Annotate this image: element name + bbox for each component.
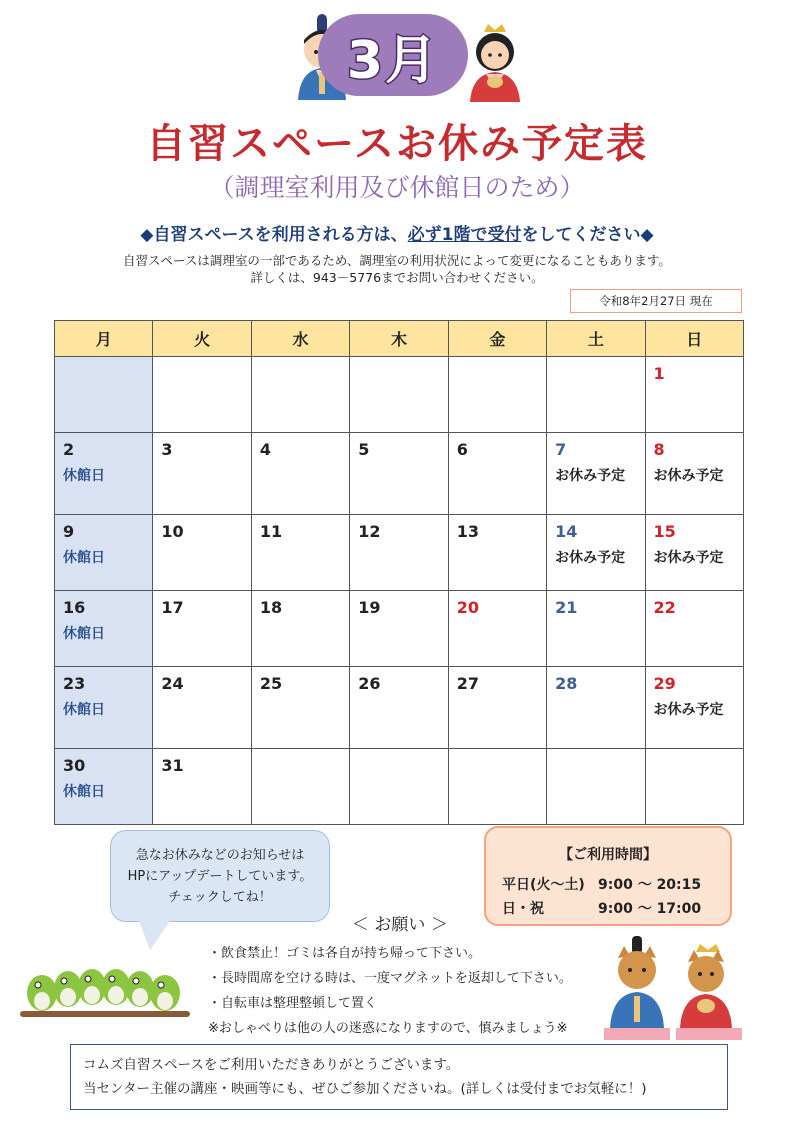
calendar-day-cell — [645, 357, 743, 433]
weekday-header: 水 — [251, 321, 349, 357]
reception-notice — [0, 220, 794, 245]
day-number: 6 — [456, 440, 468, 459]
info-line-1: 自習スペースは調理室の一部であるため、調理室の利用状況によって変更になることもあります。 — [123, 253, 671, 268]
closed-day-note: 休館日 — [63, 550, 105, 566]
cat-hina-dolls-illustration — [604, 936, 744, 1040]
day-number: 20 — [456, 598, 479, 617]
rule-item: ・飲食禁止！ゴミは各自が持ち帰って下さい。 — [208, 946, 482, 961]
day-number: 17 — [161, 598, 184, 617]
calendar-table — [54, 320, 744, 825]
calendar-day-cell — [547, 433, 645, 515]
calendar-day-cell — [251, 357, 349, 433]
calendar-day-cell — [153, 433, 251, 515]
calendar-day-cell — [55, 667, 153, 749]
day-number: 10 — [161, 522, 184, 541]
day-number: 2 — [63, 440, 75, 459]
calendar-day-cell — [547, 515, 645, 591]
footer-line-1: コムズ自習スペースをご利用いただきありがとうございます。 — [83, 1057, 460, 1073]
weekday-header-row — [55, 321, 744, 357]
holiday-label: 日・祝 — [502, 901, 544, 917]
speech-bubble-tail — [138, 918, 172, 950]
calendar-day-cell — [350, 591, 448, 667]
calendar-day-cell — [251, 749, 349, 825]
month-label: 3月 — [346, 30, 440, 91]
calendar-day-cell — [547, 591, 645, 667]
weekday-header: 火 — [153, 321, 251, 357]
day-number: 14 — [555, 522, 578, 541]
weekday-header: 土 — [547, 321, 645, 357]
weekday-hours: 9:00 ～ 20:15 — [598, 877, 702, 893]
calendar-day-cell — [350, 515, 448, 591]
bubble-line-3: チェックしてね！ — [168, 890, 272, 905]
calendar-day-cell — [55, 357, 153, 433]
rule-item: ・自転車は整理整頓して置く — [208, 996, 378, 1011]
calendar-week-row — [55, 749, 744, 825]
calendar-week-row — [55, 433, 744, 515]
closure-note: お休み予定 — [653, 468, 724, 484]
day-number: 27 — [456, 674, 479, 693]
day-number: 3 — [161, 440, 173, 459]
day-number: 18 — [259, 598, 283, 617]
calendar-day-cell — [153, 515, 251, 591]
notice-text-before: ◆自習スペースを利用される方は、 — [140, 225, 408, 245]
hours-title: 【ご利用時間】 — [559, 847, 657, 863]
day-number: 9 — [63, 522, 75, 541]
footer-line-2: 当センター主催の講座・映画等にも、ぜひご参加くださいね。(詳しくは受付までお気軽に！) — [83, 1081, 647, 1097]
page-subtitle: （調理室利用及び休館日のため） — [209, 173, 585, 202]
ohina-sama-doll-icon — [464, 22, 526, 102]
day-number: 22 — [653, 598, 676, 617]
rule-item: ※おしゃべりは他の人の迷惑になりますので、慎みましょう※ — [208, 1021, 568, 1036]
calendar-day-cell — [645, 433, 743, 515]
calendar-day-cell — [153, 357, 251, 433]
calendar-day-cell — [645, 591, 743, 667]
weekday-header: 月 — [55, 321, 153, 357]
calendar-day-cell — [350, 667, 448, 749]
day-number: 11 — [259, 522, 283, 541]
request-title: ＜ お願い ＞ — [352, 915, 448, 935]
calendar-day-cell — [448, 357, 546, 433]
calendar-day-cell — [55, 591, 153, 667]
calendar-week-row — [55, 357, 744, 433]
calendar-day-cell — [448, 749, 546, 825]
closure-note: お休み予定 — [653, 550, 724, 566]
calendar-day-cell — [350, 433, 448, 515]
weekday-header: 日 — [645, 321, 743, 357]
day-number: 25 — [259, 674, 283, 693]
notice-text-underlined: 必ず1階で受付 — [407, 225, 522, 245]
holiday-hours: 9:00 ～ 17:00 — [598, 901, 702, 917]
rule-item: ・長時間席を空ける時は、一度マグネットを返却して下さい。 — [208, 971, 572, 986]
calendar-day-cell — [547, 749, 645, 825]
opening-hours-box — [484, 826, 732, 926]
day-number: 7 — [555, 440, 567, 459]
calendar-day-cell — [645, 515, 743, 591]
day-number: 28 — [555, 674, 578, 693]
weekday-label: 平日(火～土) — [502, 877, 585, 893]
calendar-day-cell — [350, 357, 448, 433]
weekday-header: 木 — [350, 321, 448, 357]
closure-note: お休み予定 — [555, 468, 626, 484]
bubble-line-2: HPにアップデートしています。 — [127, 869, 313, 884]
calendar-day-cell — [448, 515, 546, 591]
day-number: 29 — [653, 674, 676, 693]
weekday-header: 金 — [448, 321, 546, 357]
calendar-day-cell — [55, 433, 153, 515]
calendar-day-cell — [153, 749, 251, 825]
month-badge — [318, 14, 468, 96]
calendar-day-cell — [251, 591, 349, 667]
closed-day-note: 休館日 — [63, 784, 105, 800]
closed-day-note: 休館日 — [63, 626, 105, 642]
info-line-2: 詳しくは、943－5776までお問い合わせください。 — [250, 270, 544, 285]
calendar-day-cell — [448, 667, 546, 749]
calendar-body — [55, 357, 744, 825]
calendar-day-cell — [251, 667, 349, 749]
day-number: 21 — [555, 598, 578, 617]
page-title: 自習スペースお休み予定表 — [146, 121, 648, 167]
footer-message-box — [70, 1044, 728, 1110]
bubble-line-1: 急なお休みなどのお知らせは — [135, 848, 305, 863]
calendar-day-cell — [547, 357, 645, 433]
calendar-day-cell — [251, 515, 349, 591]
day-number: 5 — [358, 440, 370, 459]
as-of-date: 令和8年2月27日 現在 — [570, 289, 742, 313]
day-number: 13 — [456, 522, 479, 541]
day-number: 26 — [358, 674, 381, 693]
day-number: 19 — [358, 598, 381, 617]
day-number: 24 — [161, 674, 184, 693]
calendar-week-row — [55, 515, 744, 591]
day-number: 1 — [653, 364, 665, 383]
calendar-day-cell — [153, 591, 251, 667]
calendar-day-cell — [645, 749, 743, 825]
speech-bubble — [110, 830, 330, 922]
day-number: 8 — [653, 440, 665, 459]
calendar-day-cell — [55, 749, 153, 825]
notice-text-after: をしてください◆ — [521, 225, 654, 245]
calendar-week-row — [55, 591, 744, 667]
calendar-day-cell — [153, 667, 251, 749]
day-number: 4 — [259, 440, 271, 459]
closed-day-note: 休館日 — [63, 468, 105, 484]
closure-note: お休み予定 — [653, 702, 724, 718]
calendar-day-cell — [547, 667, 645, 749]
calendar-day-cell — [645, 667, 743, 749]
day-number: 12 — [358, 522, 381, 541]
day-number: 23 — [63, 674, 86, 693]
calendar-day-cell — [448, 433, 546, 515]
white-eye-birds-illustration — [20, 955, 190, 1027]
day-number: 31 — [161, 756, 184, 775]
day-number: 15 — [653, 522, 676, 541]
day-number: 30 — [63, 756, 86, 775]
day-number: 16 — [63, 598, 86, 617]
calendar-week-row — [55, 667, 744, 749]
calendar-day-cell — [350, 749, 448, 825]
calendar-day-cell — [448, 591, 546, 667]
calendar-day-cell — [55, 515, 153, 591]
closure-note: お休み予定 — [555, 550, 626, 566]
calendar-day-cell — [251, 433, 349, 515]
closed-day-note: 休館日 — [63, 702, 105, 718]
